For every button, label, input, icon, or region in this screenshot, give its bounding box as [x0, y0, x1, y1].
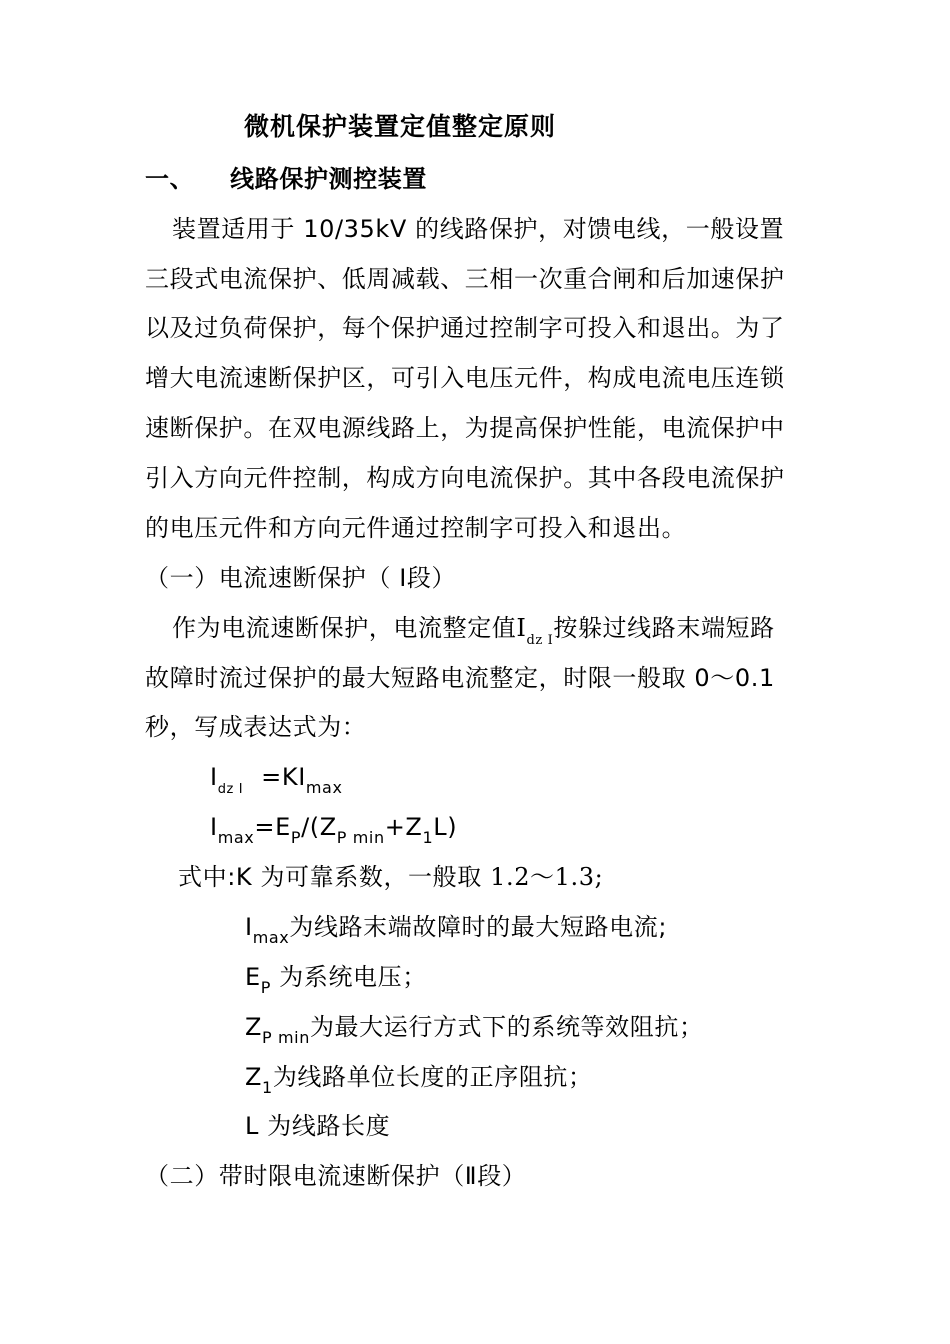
coefficient-range: 1.2～1.3;	[490, 863, 604, 891]
definition-item: $E_P$ 为系统电压；	[245, 963, 427, 997]
section-heading	[145, 164, 427, 194]
intro-line: 引入方向元件控制，构成方向电流保护。其中各段电流保护	[145, 464, 785, 492]
document-title: 微机保护装置定值整定原则	[244, 112, 557, 141]
intro-line: 的电压元件和方向元件通过控制字可投入和退出。	[145, 514, 687, 542]
intro-line: 三段式电流保护、低周减载、三相一次重合闸和后加速保护	[145, 265, 785, 293]
definition-item: $Z_{P min}$为最大运行方式下的系统等效阻抗；	[245, 1013, 704, 1047]
intro-line: 装置适用于 10/35kV 的线路保护，对馈电线，一般设置	[172, 215, 785, 243]
where-line: 式中:K 为可靠系数，一般取 1.2～1.3;	[178, 863, 604, 891]
subsection-heading: （二）带时限电流速断保护（Ⅱ段）	[145, 1162, 527, 1190]
subsection-heading: （一）电流速断保护（ Ⅰ段）	[145, 564, 457, 592]
formula-setting-current: $I_{dz Ⅰ} =KI_{max}$	[210, 763, 343, 797]
section-number: 一、	[145, 165, 195, 193]
intro-line: 增大电流速断保护区，可引入电压元件，构成电流电压连锁	[145, 364, 785, 392]
intro-line: 以及过负荷保护，每个保护通过控制字可投入和退出。为了	[145, 314, 785, 342]
paragraph-line: 作为电流速断保护，电流整定值$I_{dz Ⅰ}$按躲过线路末端短路	[172, 614, 775, 648]
paragraph-line: 故障时流过保护的最大短路电流整定，时限一般取 0～0.1	[145, 664, 775, 692]
current-symbol: I	[516, 614, 527, 642]
definition-item: $I_{max}$为线路末端故障时的最大短路电流;	[245, 913, 668, 947]
formula-max-current: $I_{max}=E_P/(Z_{P min}+Z_1L)$	[210, 813, 458, 847]
definition-item: L 为线路长度	[245, 1112, 391, 1140]
section-title: 线路保护测控装置	[230, 165, 427, 193]
paragraph-line: 秒，写成表达式为：	[145, 713, 367, 741]
definition-item: $Z_1$为线路单位长度的正序阻抗；	[245, 1063, 593, 1097]
intro-line: 速断保护。在双电源线路上，为提高保护性能，电流保护中	[145, 414, 785, 442]
